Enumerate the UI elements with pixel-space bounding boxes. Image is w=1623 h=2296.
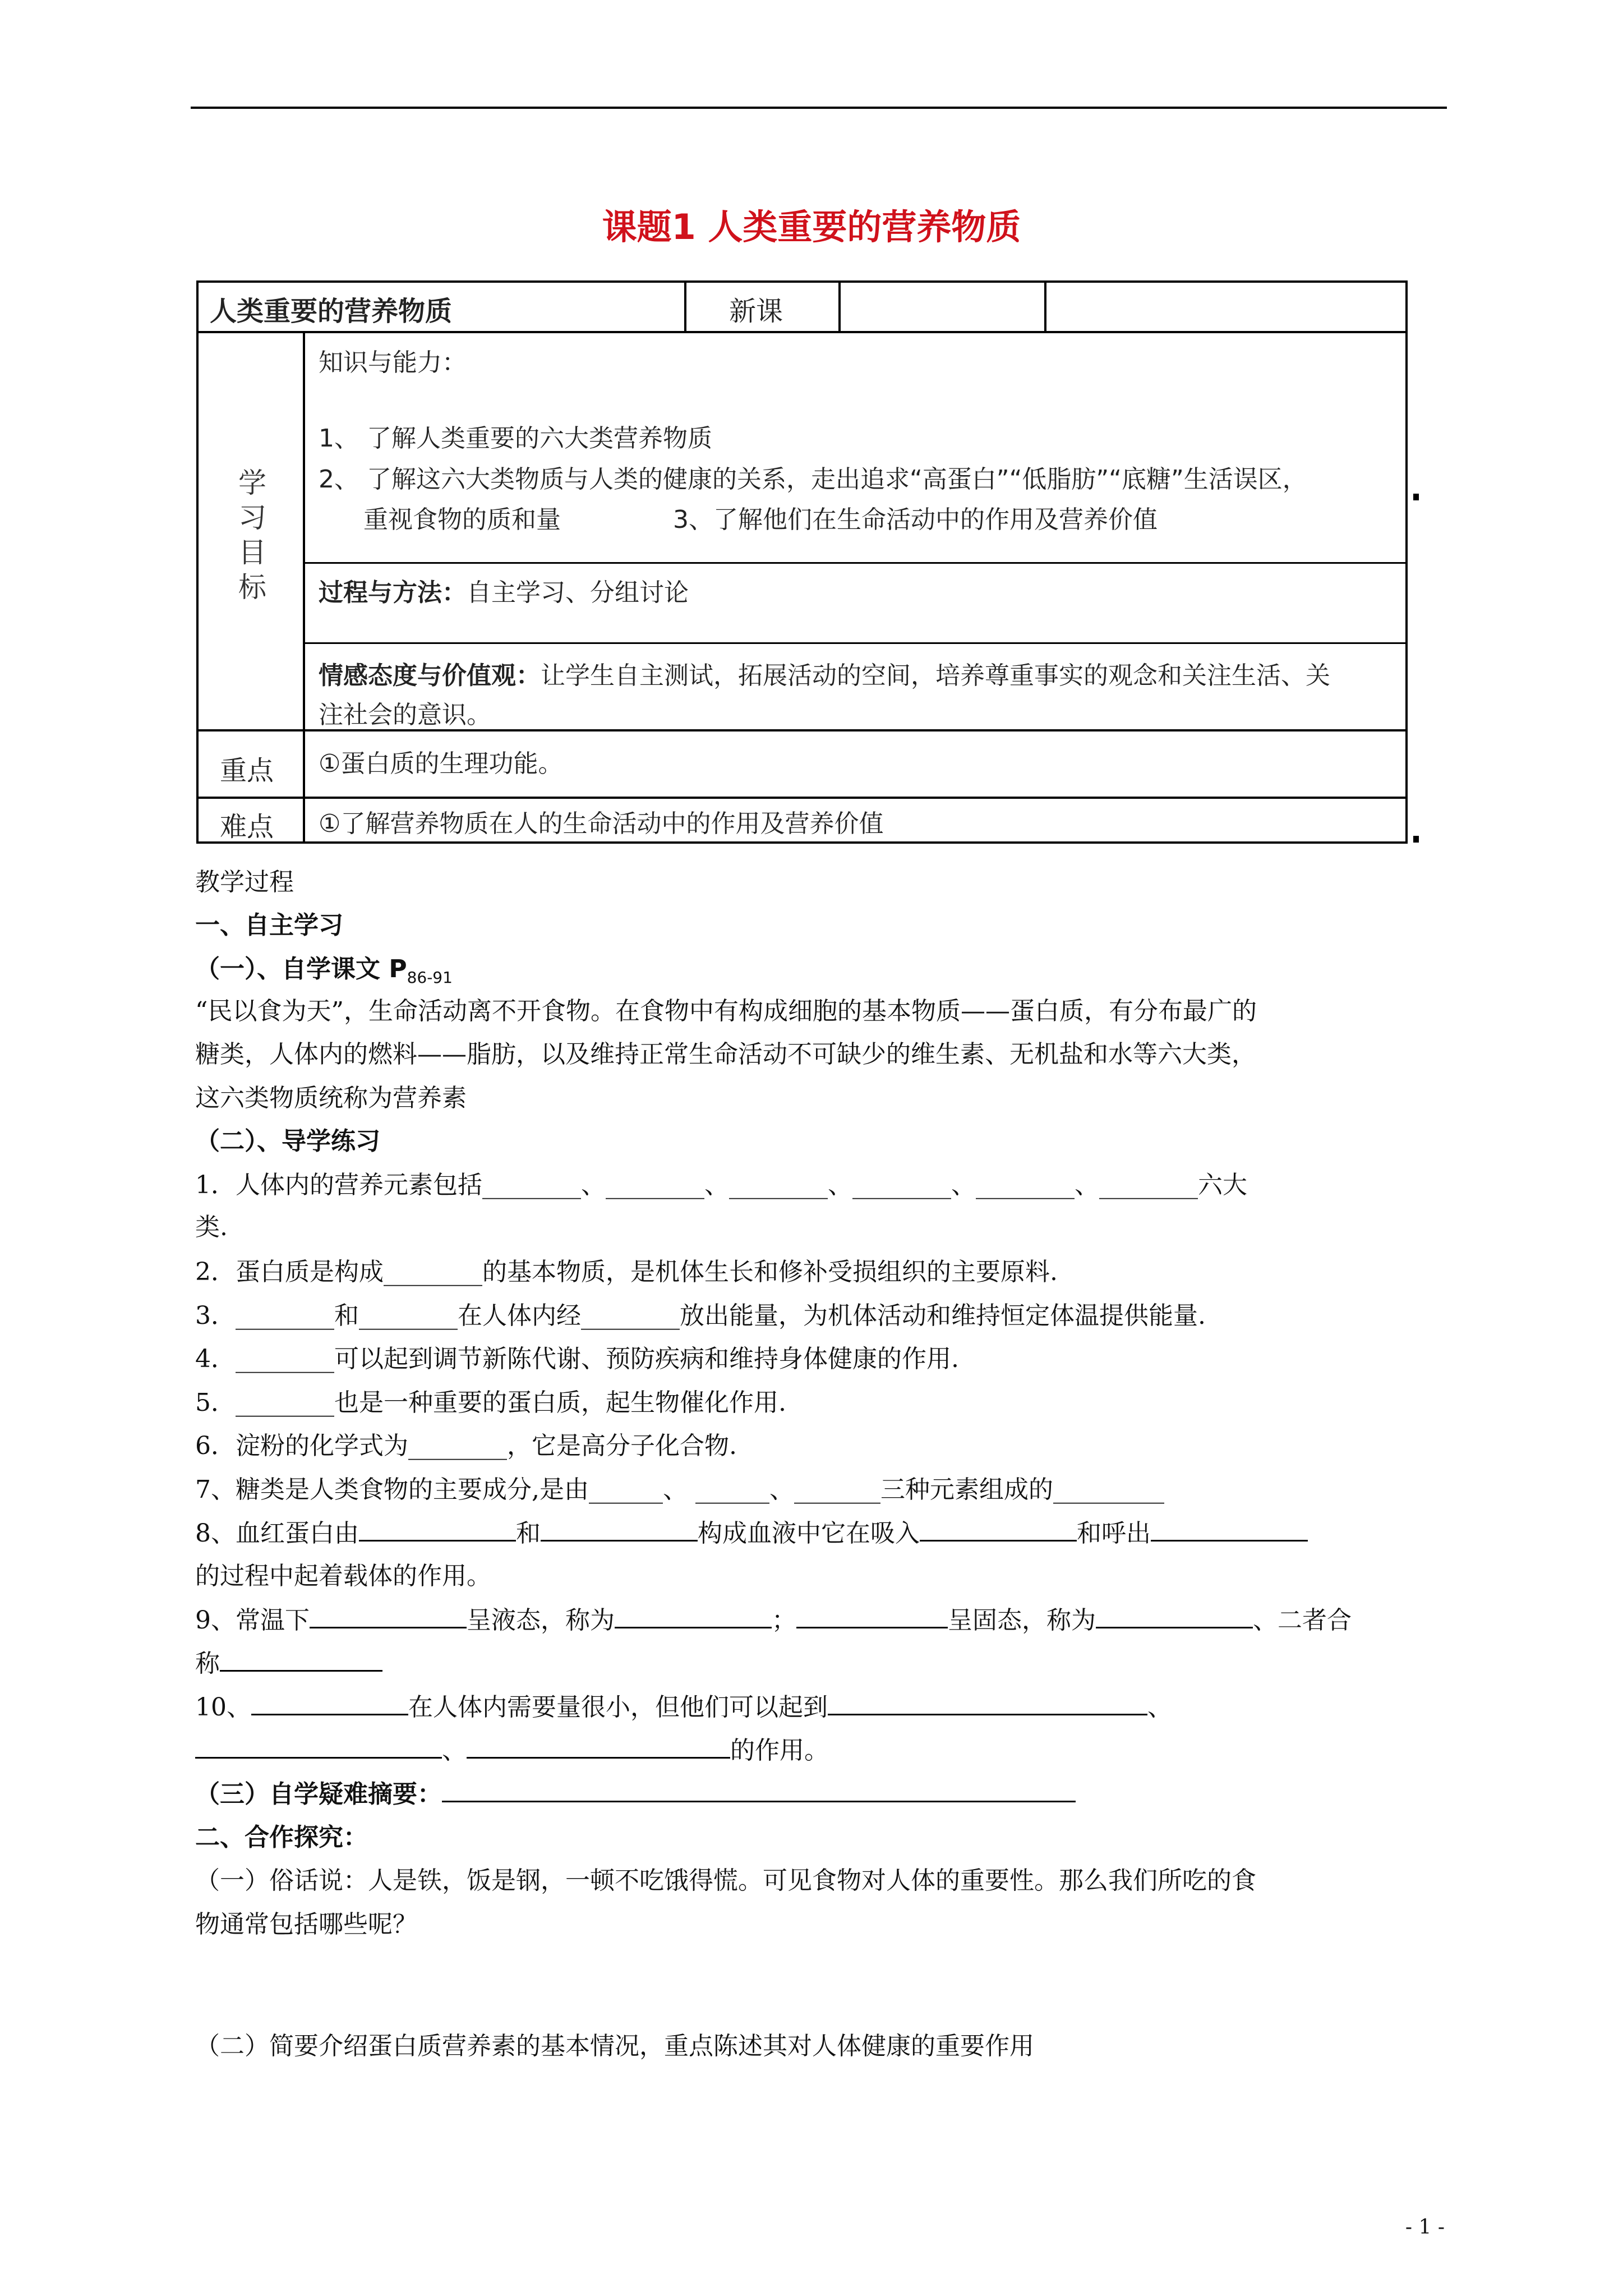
answer-blank[interactable] <box>796 1604 948 1628</box>
question-4: 4．________可以起到调节新陈代谢、预防疾病和维持身体健康的作用. <box>195 1345 959 1373</box>
inquiry-1-line-2: 物通常包括哪些呢？ <box>195 1910 417 1939</box>
difficulty-text: ①了解营养物质在人的生命活动中的作用及营养价值 <box>319 809 884 838</box>
answer-blank[interactable] <box>828 1691 1147 1715</box>
answer-blank[interactable] <box>310 1604 467 1628</box>
answer-blank[interactable] <box>251 1691 408 1715</box>
margin-mark <box>1413 494 1419 500</box>
emotion-label: 情感态度与价值观： <box>319 661 541 690</box>
answer-blank[interactable] <box>541 1517 698 1542</box>
intro-line-1: “民以食为天”，生命活动离不开食物。在食物中有构成细胞的基本物质——蛋白质，有分布最广的 <box>195 997 1257 1025</box>
question-6: 6．淀粉的化学式为________，它是高分子化合物. <box>195 1432 737 1460</box>
page-number: - 1 - <box>1405 2216 1445 2239</box>
knowledge-item-3a: 重视食物的质和量 <box>363 505 561 534</box>
knowledge-title: 知识与能力： <box>319 348 467 377</box>
process-label: 过程与方法： <box>319 578 467 607</box>
page-title: 课题1 人类重要的营养物质 <box>602 206 1021 247</box>
knowledge-item-3b: 3、了解他们在生命活动中的作用及营养价值 <box>673 505 1158 534</box>
answer-blank[interactable] <box>615 1604 772 1628</box>
emotion-text-2: 注社会的意识。 <box>319 701 491 729</box>
subsection-read-text: （一）、自学课文 $P_{86-91}$ <box>195 955 453 987</box>
key-point-text: ①蛋白质的生理功能。 <box>319 749 563 778</box>
inquiry-1-line-1: （一）俗话说：人是铁，饭是钢，一顿不吃饿得慌。可见食物对人体的重要性。那么我们所吃的食 <box>195 1866 1256 1895</box>
question-3: 3．________和________在人体内经________放出能量，为机体活动和维持恒定体温提供能量. <box>195 1301 1206 1330</box>
learning-goals-label: 学 习 目 标 <box>238 467 266 604</box>
question-1: 1．人体内的营养元素包括________、________、________、________、________、________六大 <box>195 1171 1247 1199</box>
question-5: 5．________也是一种重要的蛋白质，起生物催化作用. <box>195 1388 786 1417</box>
table-header-type: 新课 <box>729 296 783 327</box>
difficulty-label: 难点 <box>220 811 274 843</box>
question-10-cont: 、 的作用。 <box>195 1734 829 1766</box>
question-10: 10、 在人体内需要量很小，但他们可以起到 、 <box>195 1691 1172 1723</box>
section-cooperative-inquiry: 二、合作探究： <box>195 1823 368 1852</box>
table-header-topic: 人类重要的营养物质 <box>210 296 453 327</box>
subsection-guided-practice: （二）、导学练习 <box>195 1127 380 1156</box>
emotion-text: 让学生自主测试，拓展活动的空间，培养尊重事实的观念和关注生活、关 <box>541 661 1330 690</box>
intro-line-3: 这六类物质统称为营养素 <box>195 1084 467 1112</box>
teaching-process-heading: 教学过程 <box>195 868 294 896</box>
question-9-cont: 称 <box>195 1648 382 1680</box>
question-1-cont: 类. <box>195 1213 228 1241</box>
answer-blank[interactable] <box>195 1734 442 1759</box>
answer-blank[interactable] <box>467 1734 730 1759</box>
question-8: 8、血红蛋白由 和 构成血液中它在吸入 和呼出 <box>195 1517 1308 1549</box>
answer-blank[interactable] <box>1151 1517 1308 1542</box>
answer-blank[interactable] <box>442 1778 1076 1802</box>
objectives-table <box>196 280 1408 844</box>
answer-blank[interactable] <box>220 1648 382 1672</box>
top-rule <box>191 107 1447 109</box>
section-self-study: 一、自主学习 <box>195 911 343 940</box>
question-2: 2．蛋白质是构成________的基本物质，是机体生长和修补受损组织的主要原料. <box>195 1258 1058 1286</box>
margin-mark <box>1413 836 1419 843</box>
answer-blank[interactable] <box>1096 1604 1253 1628</box>
key-point-label: 重点 <box>220 755 274 786</box>
process-text: 自主学习、分组讨论 <box>467 578 689 607</box>
emotion-values <box>319 655 1330 691</box>
intro-line-2: 糖类，人体内的燃料——脂肪，以及维持正常生命活动不可缺少的维生素、无机盐和水等六大类， <box>195 1040 1256 1069</box>
question-7: 7、糖类是人类食物的主要成分,是由______、 ______、_______三种元素组成的_________ <box>195 1475 1164 1504</box>
question-9: 9、常温下 呈液态，称为 ； 呈固态，称为 、二者合 <box>195 1604 1352 1636</box>
answer-blank[interactable] <box>920 1517 1077 1542</box>
process-methods <box>319 572 689 608</box>
inquiry-2: （二）简要介绍蛋白质营养素的基本情况，重点陈述其对人体健康的重要作用 <box>195 2032 1034 2060</box>
subsection-difficulties: （三）自学疑难摘要： <box>195 1778 1076 1810</box>
knowledge-item-2: 2、 了解这六大类物质与人类的健康的关系，走出追求“高蛋白”“低脂肪”“底糖”生活误区， <box>319 465 1307 494</box>
question-8-cont: 的过程中起着载体的作用。 <box>195 1562 491 1590</box>
answer-blank[interactable] <box>359 1517 516 1542</box>
knowledge-item-1: 1、 了解人类重要的六大类营养物质 <box>319 424 712 453</box>
